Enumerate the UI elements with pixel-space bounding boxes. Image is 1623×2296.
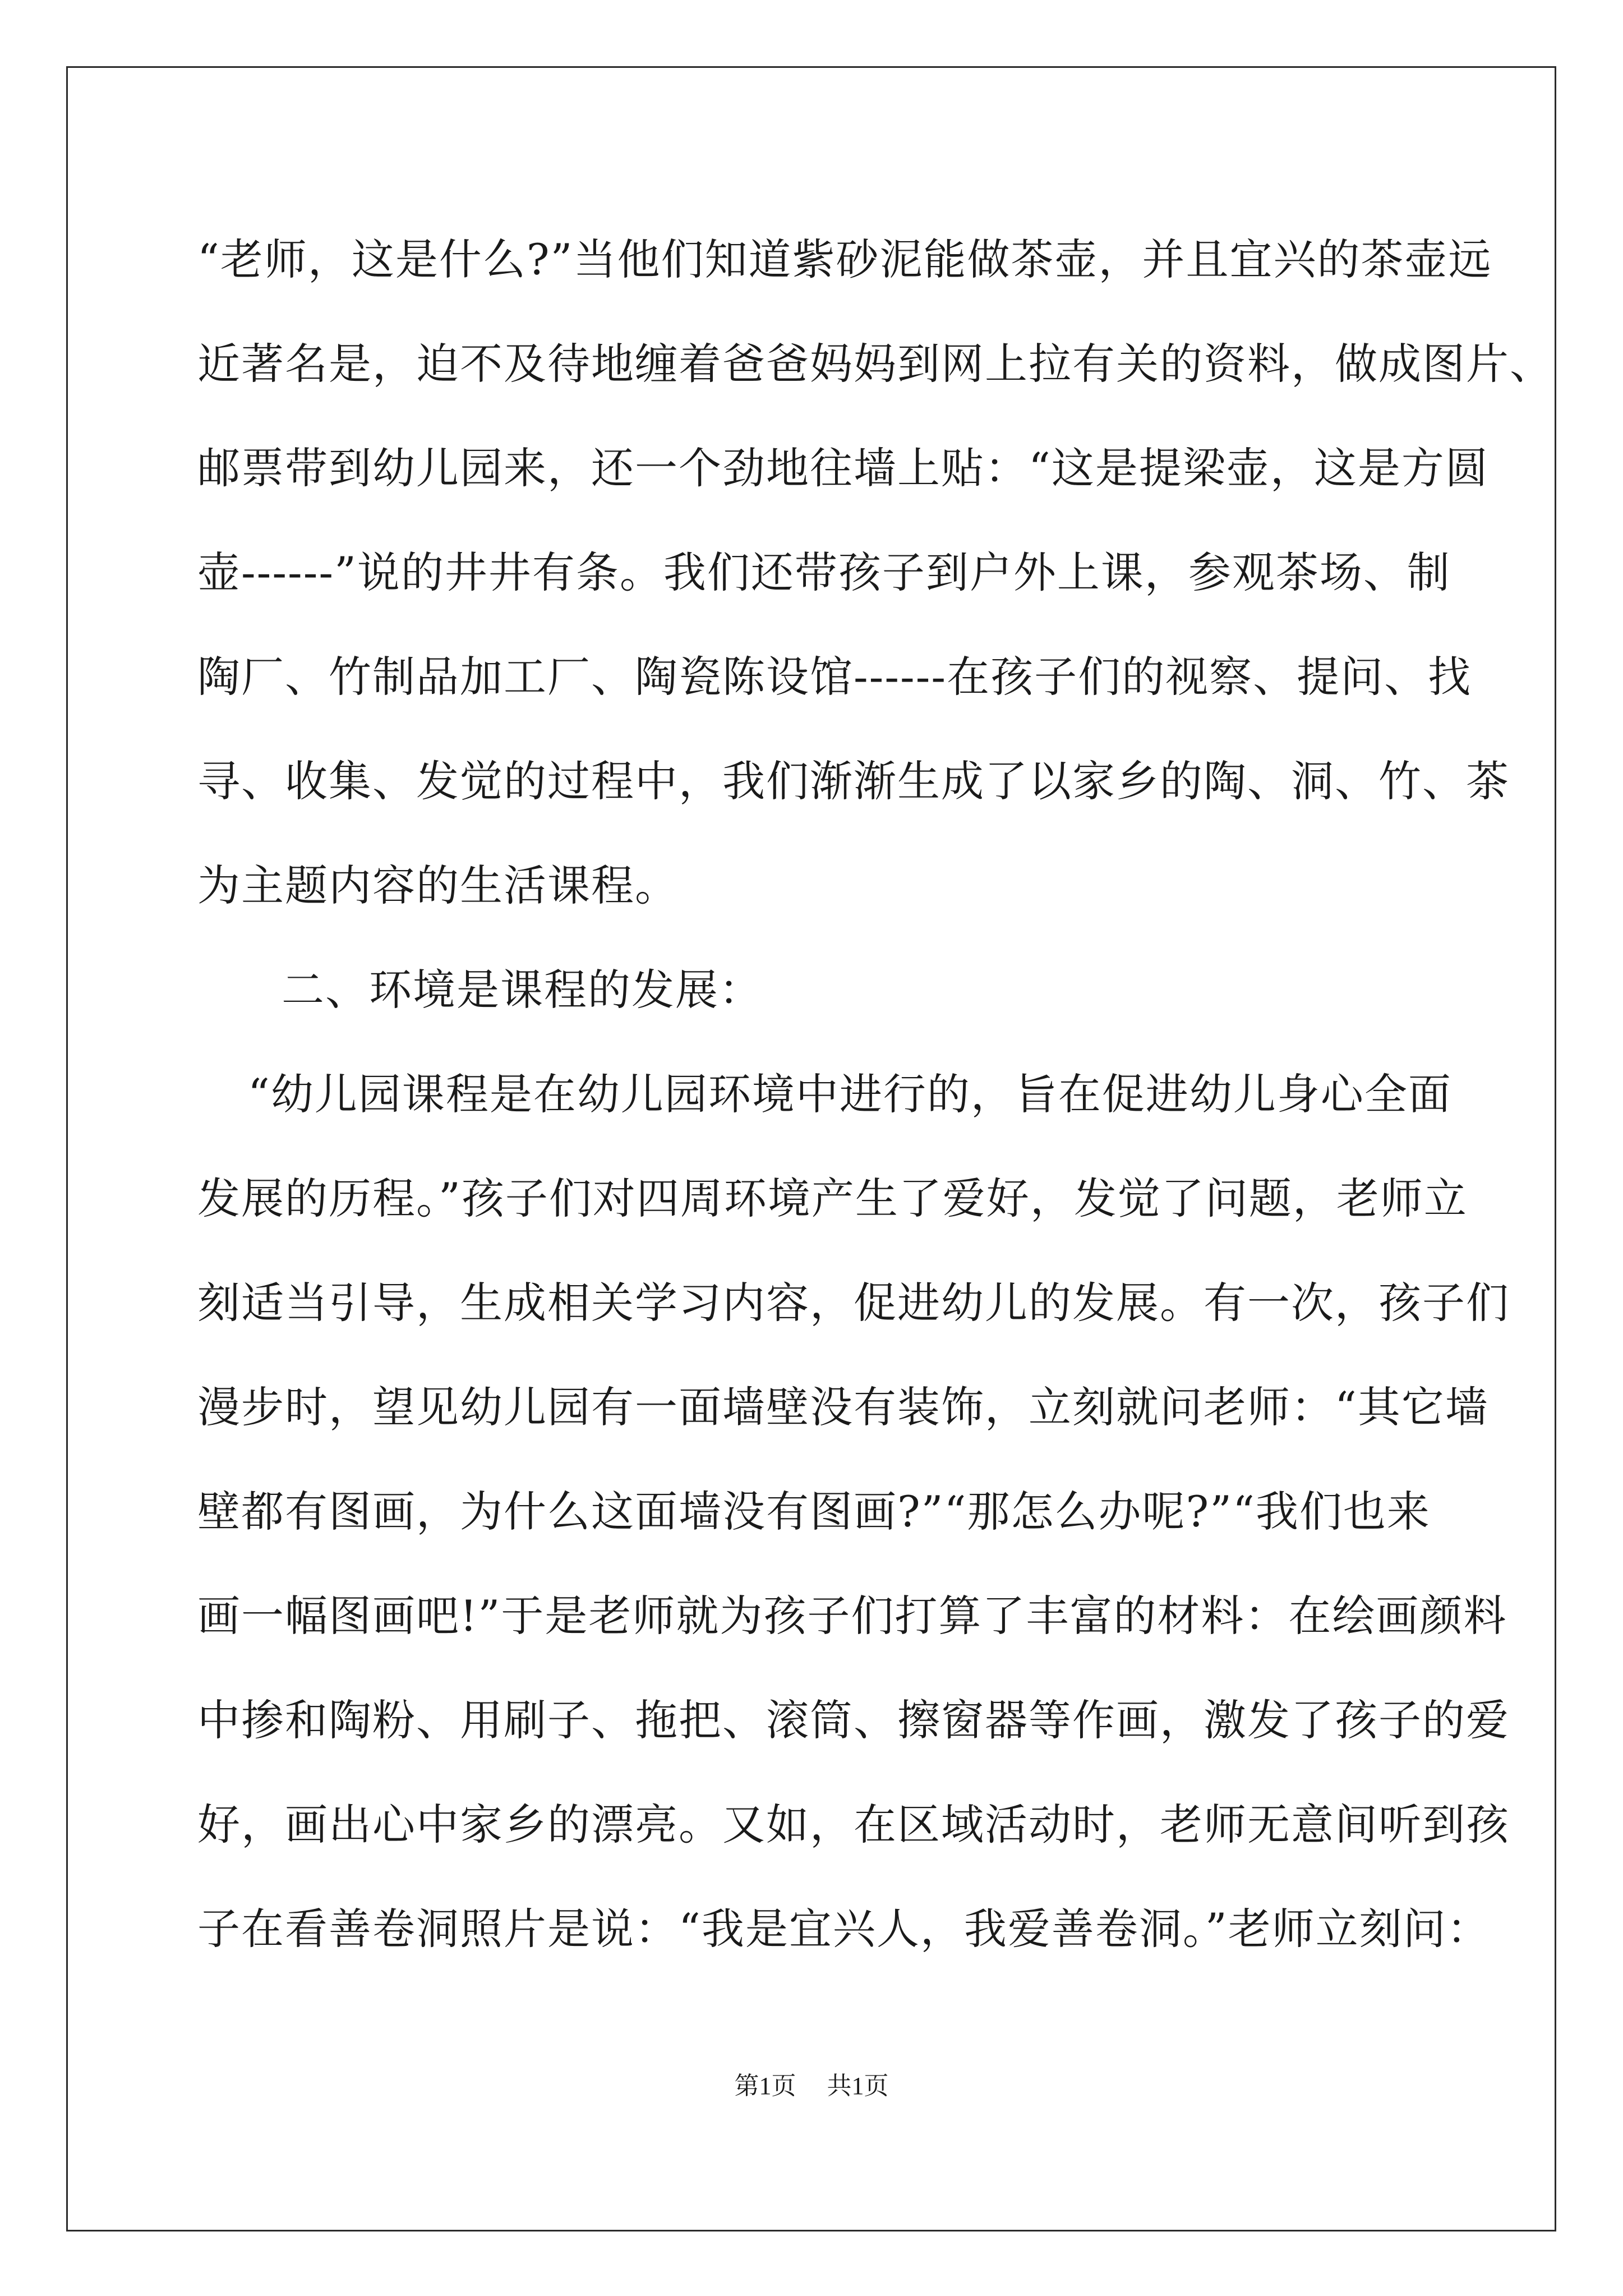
text-line: 陶厂、竹制品加工厂、陶瓷陈设馆------在孩子们的视察、提问、找 — [197, 652, 1472, 702]
text-line: 为主题内容的生活课程。 — [197, 861, 679, 910]
text-line: 好，画出心中家乡的漂亮。又如，在区域活动时，老师无意间听到孩 — [197, 1800, 1510, 1849]
text-line: 刻适当引导，生成相关学习内容，促进幼儿的发展。有一次，孩子们 — [197, 1278, 1510, 1328]
text-line: 画一幅图画吧!”于是老师就为孩子们打算了丰富的材料：在绘画颜料 — [197, 1591, 1507, 1641]
text-line: 壁都有图画，为什么这面墙没有图画?”“那怎么办呢?”“我们也来 — [197, 1487, 1431, 1536]
page-footer — [0, 2065, 1623, 2101]
text-line: 近著名是，迫不及待地缠着爸爸妈妈到网上拉有关的资料，做成图片、 — [197, 339, 1553, 389]
text-line: “老师，这是什么?”当他们知道紫砂泥能做茶壶，并且宜兴的茶壶远 — [197, 234, 1492, 284]
section-heading: 二、环境是课程的发展： — [282, 965, 763, 1015]
text-line: 邮票带到幼儿园来，还一个劲地往墙上贴：“这是提梁壶，这是方圆 — [197, 443, 1489, 493]
page-number: 第1页 — [734, 2072, 796, 2100]
text-line: 漫步时，望见幼儿园有一面墙壁没有装饰，立刻就问老师：“其它墙 — [197, 1382, 1489, 1432]
text-line: “幼儿园课程是在幼儿园环境中进行的，旨在促进幼儿身心全面 — [248, 1069, 1452, 1119]
text-line: 中掺和陶粉、用刷子、拖把、滚筒、擦窗器等作画，激发了孩子的爱 — [197, 1695, 1510, 1745]
document-body — [197, 208, 1553, 1981]
text-line: 寻、收集、发觉的过程中，我们渐渐生成了以家乡的陶、洞、竹、茶 — [197, 756, 1510, 806]
text-line: 壶------”说的井井有条。我们还带孩子到户外上课，参观茶场、制 — [197, 547, 1451, 597]
text-line: 发展的历程。”孩子们对四周环境产生了爱好，发觉了问题，老师立 — [197, 1174, 1468, 1223]
page-total: 共1页 — [827, 2072, 889, 2100]
text-line: 子在看善卷洞照片是说：“我是宜兴人，我爱善卷洞。”老师立刻问： — [197, 1904, 1491, 1954]
